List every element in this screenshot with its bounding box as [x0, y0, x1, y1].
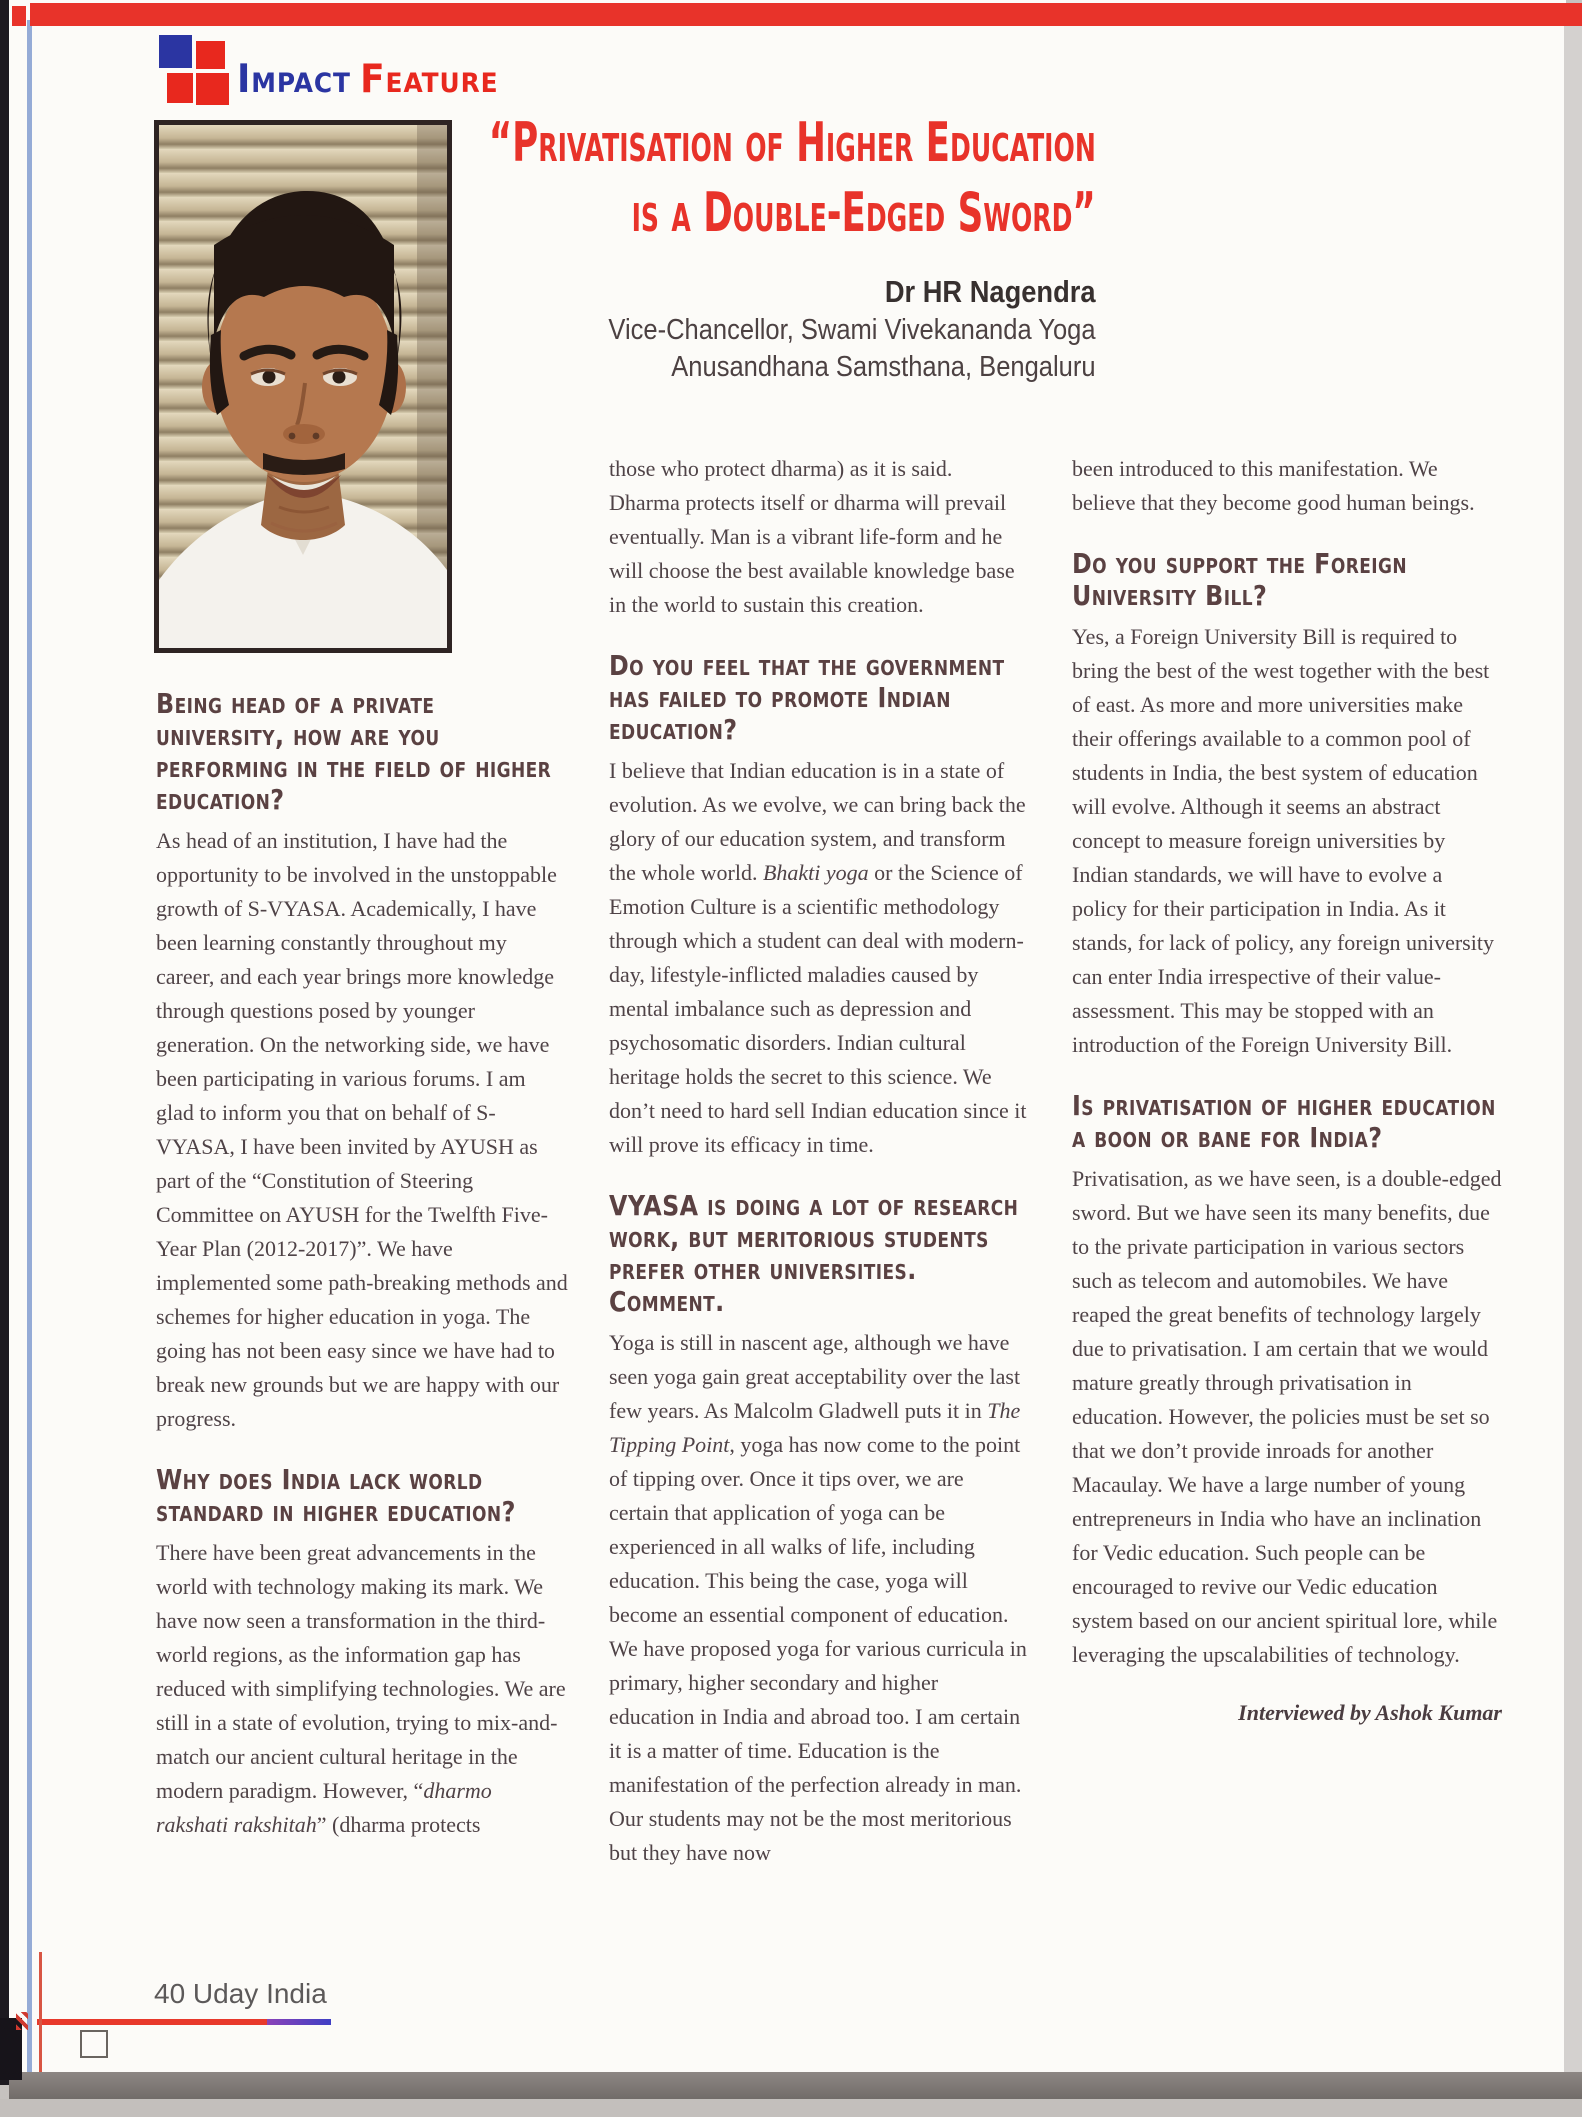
- top-red-bar: [30, 3, 1582, 26]
- footer-rule-red: [37, 2019, 267, 2025]
- question-heading-6: Is privatisation of higher education a boon or bane for India?: [1072, 1089, 1496, 1154]
- page: [9, 0, 1566, 2085]
- answer-paragraph-3: I believe that Indian education is in a state of evolution. As we evolve, we can bring back the glory of our education system, and transform the whole world. Bhakti yoga or the Science of Emotion Culture is a scientific methodology through which a student can deal with modern-day, lifestyle-inflicted maladies caused by mental imbalance such as depression and psychosomatic disorders. Indian cultural heritage holds the secret to this science. We don’t need to hard sell Indian education since it will prove its efficacy in time.: [609, 758, 1027, 1157]
- article-headline: [489, 108, 1096, 248]
- logo-square-red-top: [196, 41, 225, 69]
- bottom-left-red-dots: [16, 2012, 28, 2030]
- byline-role-line1: Vice-Chancellor, Swami Vivekananda Yoga: [608, 314, 1096, 346]
- question-heading-4: VYASA is doing a lot of research work, but meritorious students prefer other universities. Comment.: [609, 1189, 1019, 1318]
- footer-rule-blue: [267, 2019, 331, 2025]
- question-heading-3: Do you feel that the government has failed to promote Indian education?: [609, 649, 1005, 746]
- headline-line2: is a Double-Edged Sword”: [631, 181, 1096, 244]
- portrait-photo: [154, 120, 452, 653]
- bottom-left-box-artifact: [80, 2030, 108, 2058]
- byline-role-line2: Anusandhana Samsthana, Bengaluru: [671, 351, 1096, 383]
- byline-name: Dr HR Nagendra: [885, 274, 1096, 309]
- answer-paragraph-2: There have been great advancements in the world with technology making its mark. We have now seen a transformation in the third-world regions, as the information gap has reduced with simplifying technologies. We are still in a state of evolution, trying to mix-and-match our ancient cultural heritage in the modern paradigm. However, “dharmo rakshati rakshitah” (dharma protects: [156, 1540, 566, 1837]
- masthead-impact: Impact: [237, 57, 351, 102]
- page-number-label: 40 Uday India: [154, 1978, 327, 2009]
- question-heading-1: Being head of a private university, how are you performing in the field of higher education?: [156, 688, 552, 816]
- top-left-red-mark: [12, 6, 26, 26]
- answer-paragraph-4: Yoga is still in nascent age, although we have seen yoga gain great acceptability over the last few years. As Malcolm Gladwell puts it in The Tipping Point, yoga has now come to the point of tipping over. Once it tips over, we are certain that application of yoga can be experienced in all walks of life, including education. This being the case, yoga will become an essential component of education. We have proposed yoga for various curricula in primary, higher secondary and higher education in India and abroad too. I am certain it is a matter of time. Education is the manifestation of the perfection already in man. Our students may not be the most meritorious but they have now: [609, 1330, 1027, 1865]
- article-column-1: [156, 688, 568, 1975]
- scan-edge-black-strip: [0, 0, 9, 2085]
- portrait-illustration: [159, 125, 447, 648]
- logo-square-blue: [159, 35, 192, 68]
- article-column-3: [1072, 452, 1502, 1975]
- masthead-title: [237, 57, 499, 103]
- question-heading-2: Why does India lack world standard in higher education?: [156, 1463, 516, 1528]
- byline: [609, 272, 1096, 386]
- continued-paragraph: those who protect dharma) as it is said. Dharma protects itself or dharma will prevail eventually. Man is a vibrant life-form and he will choose the best available knowledge base in the world to sustain this creation.: [609, 456, 1015, 617]
- headline-line1: “Privatisation of Higher Education: [488, 111, 1096, 174]
- answer-paragraph-5: Yes, a Foreign University Bill is required to bring the best of the west together with the best of east. As more and more universities make their offerings available to a common pool of students in India, the best system of education will evolve. Although it seems an abstract concept to measure foreign universities by Indian standards, we will have to evolve a policy for their participation in India. As it stands, for lack of policy, any foreign university can enter India irrespective of their value-assessment. This may be stopped with an introduction of the Foreign University Bill.: [1072, 624, 1494, 1057]
- answer-paragraph-6: Privatisation, as we have seen, is a double-edged sword. But we have seen its many benefits, due to the private participation in various sectors such as telecom and automobiles. We have reaped the great benefits of technology largely due to privatisation. I am certain that we would mature greatly through privatisation in education. However, the policies must be set so that we don’t provide inroads for another Macaulay. We have a large number of young entrepreneurs in India who have an inclination for Vedic education. Such people can be encouraged to revive our Vedic education system based on our ancient spiritual lore, while leveraging the upscalabilities of technology.: [1072, 1166, 1502, 1667]
- page-bottom-shadow: [9, 2072, 1582, 2099]
- scan-red-line: [39, 1952, 42, 2078]
- masthead-feature: Feature: [360, 57, 499, 102]
- logo-square-red-left: [167, 73, 193, 103]
- answer-paragraph-1: As head of an institution, I have had the opportunity to be involved in the unstoppable growth of S-VYASA. Academically, I have been learning constantly throughout my career, and each year brings more knowledge through questions posed by younger generation. On the networking side, we have been participating in various forums. I am glad to inform you that on behalf of S-VYASA, I have been invited by AYUSH as part of the “Constitution of Steering Committee on AYUSH for the Twelfth Five-Year Plan (2012-2017)”. We have implemented some path-breaking methods and schemes for higher education in yoga. The going has not been easy since we have had to break new grounds but we are happy with our progress.: [156, 828, 568, 1431]
- scan-right-gray-strip: [1564, 26, 1582, 2078]
- continued-paragraph-2: been introduced to this manifestation. We believe that they become good human beings.: [1072, 456, 1475, 515]
- scanner-background: [0, 2099, 1582, 2117]
- interviewer-credit: Interviewed by Ashok Kumar: [1238, 1700, 1502, 1725]
- question-heading-5: Do you support the Foreign University Bill?: [1072, 547, 1408, 612]
- logo-square-red-right: [196, 73, 229, 105]
- article-column-2: [609, 452, 1027, 1975]
- scan-blue-line: [27, 20, 32, 2082]
